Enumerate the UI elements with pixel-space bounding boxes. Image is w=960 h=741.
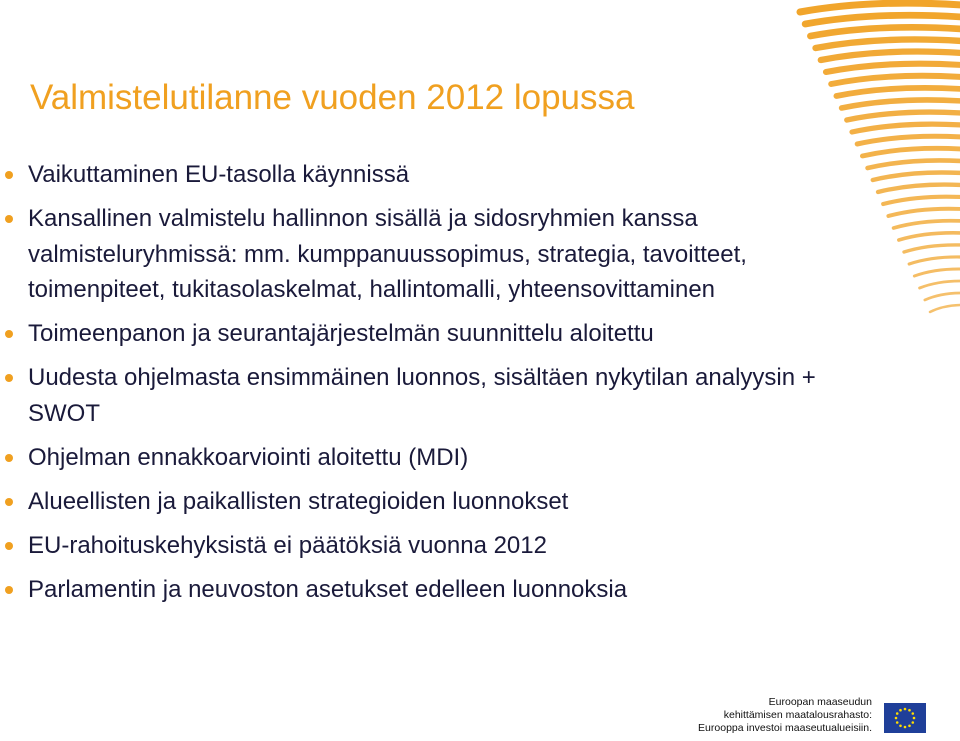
- bullet-dot-icon: [5, 171, 13, 179]
- sun-ray-stroke: [868, 160, 960, 168]
- sun-ray-stroke: [878, 185, 960, 192]
- sun-ray-stroke: [909, 257, 960, 264]
- bullet-item: [0, 157, 840, 193]
- sun-ray-stroke: [836, 88, 960, 96]
- sun-ray-stroke: [810, 27, 960, 36]
- footer-line: kehittämisen maatalousrahasto:: [723, 709, 872, 721]
- eu-flag-field: [884, 703, 926, 733]
- footer-fund-text: [698, 696, 872, 735]
- eu-star-icon: [904, 708, 907, 711]
- sun-ray-stroke: [805, 15, 960, 24]
- bullet-text: Ohjelman ennakkoarviointi aloitettu (MDI): [28, 443, 469, 471]
- sun-ray-stroke: [847, 112, 960, 120]
- footer-line: Eurooppa investoi maaseutualueisiin.: [698, 722, 872, 734]
- sun-ray-stroke: [857, 136, 960, 144]
- sun-ray-stroke: [873, 172, 960, 180]
- eu-star-icon: [911, 712, 914, 715]
- sun-ray-stroke: [826, 64, 960, 72]
- bullet-text: Toimeenpanon ja seurantajärjestelmän suunnittelu aloitettu: [28, 320, 654, 347]
- sun-ray-stroke: [816, 39, 960, 48]
- eu-star-icon: [899, 709, 902, 712]
- sun-ray-stroke: [842, 100, 960, 108]
- sun-ray-stroke: [831, 76, 960, 84]
- bullet-dot-icon: [5, 454, 13, 462]
- footer-line: Euroopan maaseudun: [768, 696, 872, 708]
- sun-ray-stroke: [894, 221, 960, 228]
- bullet-item: [0, 484, 840, 520]
- bullet-text: Vaikuttaminen EU-tasolla käynnissä: [28, 161, 410, 188]
- eu-flag-icon: [884, 703, 926, 733]
- bullet-dot-icon: [5, 586, 13, 594]
- eu-star-icon: [904, 726, 907, 729]
- sun-ray-stroke: [852, 124, 960, 132]
- sun-ray-stroke: [883, 197, 960, 204]
- eu-star-icon: [896, 712, 899, 715]
- eu-star-icon: [896, 721, 899, 724]
- bullet-item: [0, 440, 840, 476]
- bullet-text: Uudesta ohjelmasta ensimmäinen luonnos, sisältäen nykytilan analyysin + SWOT: [28, 364, 816, 427]
- sun-ray-stroke: [862, 148, 960, 156]
- bullet-list: [0, 157, 840, 616]
- sun-ray-stroke: [888, 209, 960, 216]
- sun-ray-stroke: [914, 269, 960, 276]
- bullet-dot-icon: [5, 374, 13, 382]
- eu-star-icon: [911, 721, 914, 724]
- sun-ray-stroke: [821, 52, 960, 60]
- bullet-dot-icon: [5, 542, 13, 550]
- bullet-dot-icon: [5, 498, 13, 506]
- bullet-dot-icon: [5, 215, 13, 223]
- bullet-text: EU-rahoituskehyksistä ei päätöksiä vuonna 2012: [28, 531, 547, 559]
- bullet-item: [0, 201, 840, 308]
- sun-ray-stroke: [925, 293, 960, 300]
- eu-star-icon: [908, 709, 911, 712]
- bullet-item: [0, 528, 840, 564]
- eu-star-icon: [908, 724, 911, 727]
- slide-title: Valmistelutilanne vuoden 2012 lopussa: [30, 78, 635, 117]
- bullet-item: [0, 572, 840, 608]
- sun-ray-stroke: [920, 281, 960, 288]
- sun-ray-stroke: [800, 3, 960, 12]
- bullet-text: Alueellisten ja paikallisten strategioiden luonnokset: [28, 487, 569, 515]
- bullet-text: Kansallinen valmistelu hallinnon sisällä ja sidosryhmien kanssa valmisteluryhmissä: mm. kumppanuussopimus, strategia, tavoitteet, toimenpiteet, tukitasolaskelmat, hallintomalli, yhteensovittaminen: [28, 205, 747, 303]
- eu-star-icon: [895, 717, 898, 720]
- eu-star-icon: [913, 717, 916, 720]
- sun-ray-stroke: [899, 233, 960, 240]
- bullet-item: [0, 316, 840, 352]
- eu-star-icon: [899, 724, 902, 727]
- bullet-text: Parlamentin ja neuvoston asetukset edelleen luonnoksia: [28, 575, 628, 603]
- sun-ray-stroke: [930, 305, 960, 312]
- bullet-dot-icon: [5, 330, 13, 338]
- sun-ray-stroke: [904, 245, 960, 252]
- bullet-item: [0, 360, 840, 431]
